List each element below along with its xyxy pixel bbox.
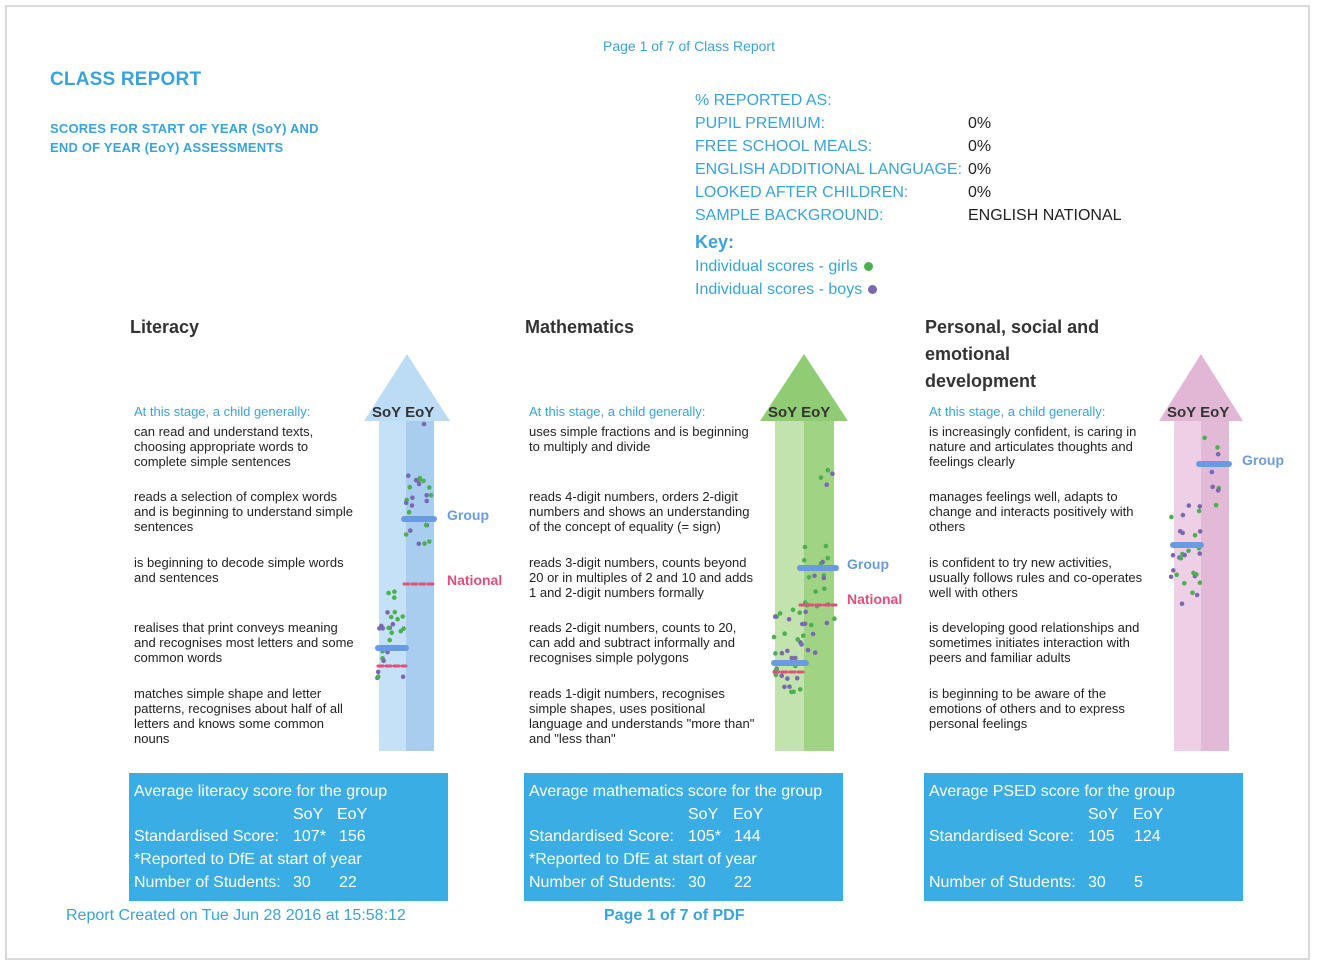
score-dot	[1181, 513, 1186, 518]
descriptor	[529, 620, 779, 665]
score-dot	[832, 616, 837, 621]
score-dot	[427, 539, 432, 544]
score-dot	[824, 544, 829, 549]
descriptor-line: nature and articulates thoughts and	[929, 439, 1133, 454]
descriptor-line: complete simple sentences	[134, 454, 291, 469]
score-dot	[822, 576, 827, 581]
descriptor	[929, 620, 1179, 665]
key-girls	[695, 258, 873, 276]
descriptor	[929, 555, 1179, 600]
reported-value: ENGLISH NATIONAL	[968, 207, 1122, 224]
descriptor-line: reads 1-digit numbers, recognises	[529, 686, 725, 701]
descriptor-line: is beginning to decode simple words	[134, 555, 344, 570]
descriptor-line: well with others	[929, 585, 1018, 600]
score-dot	[393, 610, 398, 615]
reported-label: PUPIL PREMIUM:	[695, 115, 826, 132]
score-dot	[803, 610, 808, 615]
score-dot	[424, 493, 429, 498]
descriptor-line: numbers and shows an understanding	[529, 504, 750, 519]
score-dot	[386, 626, 391, 631]
descriptor-line: patterns, recognises about half of all	[134, 701, 343, 716]
score-dot	[407, 510, 412, 515]
score-dot	[404, 532, 409, 537]
descriptor-line: and "less than"	[529, 731, 616, 746]
avg-soy-header: SoY	[293, 806, 324, 823]
eoy-column	[406, 421, 434, 751]
score-dot	[809, 623, 814, 628]
score-dot	[1190, 591, 1195, 596]
descriptor	[929, 489, 1179, 534]
descriptor-line: is confident to try new activities,	[929, 555, 1112, 570]
score-dot	[1174, 573, 1179, 578]
score-dot	[381, 658, 386, 663]
descriptor-line: can read and understand texts,	[134, 424, 314, 439]
key-boys	[695, 281, 877, 299]
avg-students-eoy: 22	[734, 874, 752, 891]
score-dot	[773, 651, 778, 656]
score-dot	[782, 685, 787, 690]
reported-as-panel	[695, 89, 1122, 227]
avg-score-soy: 105	[1088, 828, 1115, 845]
soy-column	[775, 421, 804, 751]
score-dot	[417, 482, 422, 487]
score-dot	[1202, 436, 1207, 441]
score-dot	[803, 622, 808, 627]
score-dot	[392, 589, 397, 594]
score-dot	[401, 674, 406, 679]
score-dot	[826, 468, 831, 473]
score-dot	[376, 674, 381, 679]
reported-value: 0%	[968, 115, 992, 132]
score-dot	[400, 614, 405, 619]
score-dot	[824, 482, 829, 487]
score-dot	[825, 621, 830, 626]
score-dot	[812, 574, 817, 579]
report-title: CLASS REPORT	[50, 69, 202, 90]
avg-score-eoy: 156	[339, 828, 366, 845]
score-dot	[389, 615, 394, 620]
score-dot	[379, 624, 384, 629]
score-dot	[1178, 529, 1183, 534]
avg-heading: Average literacy score for the group	[134, 783, 388, 800]
score-dot	[414, 478, 419, 483]
avg-score-eoy: 144	[734, 828, 761, 845]
mathematics-average-box	[524, 773, 843, 901]
score-dot	[1214, 503, 1219, 508]
descriptor-line: and recognises most letters and some	[134, 635, 354, 650]
score-dot	[830, 471, 835, 476]
score-dot	[1182, 553, 1187, 558]
section-title-mathematics: Mathematics	[525, 317, 635, 337]
descriptor-line: language and understands "more than"	[529, 716, 755, 731]
score-dot	[1198, 551, 1203, 556]
score-dot	[802, 558, 807, 563]
descriptor-line: recognises simple polygons	[529, 650, 689, 665]
score-dot	[795, 676, 800, 681]
descriptor-line: manages feelings well, adapts to	[929, 489, 1118, 504]
descriptor-line: others	[929, 519, 966, 534]
avg-eoy-header: EoY	[733, 806, 764, 823]
descriptor-line: change and interacts positively with	[929, 504, 1134, 519]
avg-students-label: Number of Students:	[529, 874, 676, 891]
eoy-column	[1201, 421, 1229, 751]
page-indicator-top: Page 1 of 7 of Class Report	[603, 38, 775, 54]
descriptor-line: common words	[134, 650, 223, 665]
descriptor	[134, 620, 384, 665]
score-dot	[772, 635, 777, 640]
descriptor-line: letters and knows some common	[134, 716, 325, 731]
descriptor-line: uses simple fractions and is beginning	[529, 424, 749, 439]
score-dot	[1198, 504, 1203, 509]
descriptor-line: personal feelings	[929, 716, 1028, 731]
national-label: National	[447, 572, 503, 588]
score-dot	[1186, 549, 1191, 554]
page-indicator-bottom: Page 1 of 7 of PDF	[604, 907, 745, 924]
avg-students-label: Number of Students:	[929, 874, 1076, 891]
score-dot	[790, 656, 795, 661]
descriptor	[529, 424, 779, 454]
descriptor-line: reads a selection of complex words	[134, 489, 338, 504]
score-dot	[820, 560, 825, 565]
score-dot	[391, 622, 396, 627]
score-dot	[780, 651, 785, 656]
descriptor	[529, 489, 779, 534]
descriptor-line: can add and subtract informally and	[529, 635, 735, 650]
score-dot	[1195, 593, 1200, 598]
avg-soy-header: SoY	[1088, 806, 1119, 823]
score-dot	[422, 541, 427, 546]
subtitle-line-1: SCORES FOR START OF YEAR (SoY) AND	[50, 121, 319, 136]
report-subtitle	[50, 119, 319, 157]
score-dot	[421, 479, 426, 484]
score-dot	[785, 649, 790, 654]
score-dot	[1182, 581, 1187, 586]
key-boys-label: Individual scores - boys	[695, 281, 863, 298]
score-dot	[791, 690, 796, 695]
reported-value: 0%	[968, 161, 992, 178]
descriptor	[134, 489, 384, 534]
descriptor-line: reads 2-digit numbers, counts to 20,	[529, 620, 737, 635]
score-dot	[822, 586, 827, 591]
score-dot	[799, 642, 804, 647]
score-dot	[803, 545, 808, 550]
avg-note: *Reported to DfE at start of year	[529, 851, 757, 868]
psed-average-box	[924, 773, 1243, 901]
descriptor-line: reads 4-digit numbers, orders 2-digit	[529, 489, 738, 504]
score-dot	[424, 499, 429, 504]
score-dot	[785, 676, 790, 681]
descriptor	[929, 424, 1179, 469]
avg-score-soy: 105*	[688, 828, 721, 845]
descriptor-line: usually follows rules and co-operates	[929, 570, 1143, 585]
key-title: Key:	[695, 232, 735, 252]
reported-value: 0%	[968, 138, 992, 155]
score-dot	[424, 523, 429, 528]
score-dot	[801, 633, 806, 638]
score-dot	[376, 670, 381, 675]
descriptor-line: matches simple shape and letter	[134, 686, 322, 701]
reported-heading: % REPORTED AS:	[695, 92, 832, 109]
score-dot	[806, 648, 811, 653]
score-dot	[1210, 470, 1215, 475]
avg-soy-header: SoY	[688, 806, 719, 823]
descriptor	[134, 555, 379, 585]
descriptor-line: is increasingly confident, is caring in	[929, 424, 1137, 439]
group-label: Group	[847, 556, 889, 572]
score-dot	[410, 495, 415, 500]
reported-label: LOOKED AFTER CHILDREN:	[695, 184, 909, 201]
score-dot	[392, 595, 397, 600]
avg-score-label: Standardised Score:	[529, 828, 674, 845]
avg-students-label: Number of Students:	[134, 874, 281, 891]
score-dot	[385, 610, 390, 615]
score-dot	[795, 637, 800, 642]
score-dot	[811, 632, 816, 637]
score-dot	[404, 501, 409, 506]
descriptor	[134, 424, 379, 469]
column-labels: SoY EoY	[768, 404, 831, 421]
score-dot	[417, 542, 422, 547]
descriptor-line: and is beginning to understand simple	[134, 504, 353, 519]
column-labels: SoY EoY	[1167, 404, 1230, 421]
subtitle-line-2: END OF YEAR (EoY) ASSESSMENTS	[50, 140, 284, 155]
score-dot	[1169, 515, 1174, 520]
avg-score-label: Standardised Score:	[134, 828, 279, 845]
avg-score-label: Standardised Score:	[929, 828, 1074, 845]
descriptor-line: is developing good relationships and	[929, 620, 1140, 635]
score-dot	[1197, 509, 1202, 514]
score-dot	[813, 589, 818, 594]
descriptor	[929, 686, 1179, 731]
score-dot	[1194, 572, 1199, 577]
avg-score-soy: 107*	[293, 828, 326, 845]
descriptor	[529, 555, 779, 600]
descriptor-line: and sentences	[134, 570, 219, 585]
score-dot	[395, 617, 400, 622]
avg-score-eoy: 124	[1134, 828, 1161, 845]
score-dot	[813, 650, 818, 655]
descriptor-line: 20 or in multiples of 2 and 10 and adds	[529, 570, 754, 585]
descriptor-line: simple shapes, uses positional	[529, 701, 706, 716]
avg-heading: Average mathematics score for the group	[529, 783, 823, 800]
score-dot	[399, 629, 404, 634]
score-dot	[386, 591, 391, 596]
score-dot	[429, 493, 434, 498]
score-dot	[422, 422, 427, 427]
section-title-psed	[925, 314, 1099, 395]
title-line: Personal, social and	[925, 317, 1100, 337]
score-dot	[427, 485, 432, 490]
descriptor	[529, 686, 779, 746]
descriptor-line: is beginning to be aware of the	[929, 686, 1107, 701]
score-dot	[1215, 445, 1220, 450]
score-dot	[798, 687, 803, 692]
descriptor-line: sentences	[134, 519, 194, 534]
avg-students-soy: 30	[1088, 874, 1106, 891]
descriptor-line: 1 and 2-digit numbers formally	[529, 585, 704, 600]
avg-students-soy: 30	[293, 874, 311, 891]
descriptor-line: emotions of others and to express	[929, 701, 1125, 716]
score-dot	[787, 684, 792, 689]
stage-intro: At this stage, a child generally:	[929, 404, 1106, 419]
score-dot	[807, 575, 812, 580]
avg-heading: Average PSED score for the group	[929, 783, 1176, 800]
column-labels: SoY EoY	[372, 404, 435, 421]
score-dot	[778, 611, 783, 616]
score-dot	[787, 617, 792, 622]
descriptor-line: to multiply and divide	[529, 439, 651, 454]
score-dot	[819, 475, 824, 480]
soy-column	[379, 421, 406, 751]
descriptor-line: of the concept of equality (= sign)	[529, 519, 721, 534]
green-dot-icon	[864, 262, 873, 271]
score-dot	[1171, 568, 1176, 573]
score-dot	[1179, 556, 1184, 561]
group-label: Group	[1242, 452, 1284, 468]
avg-students-eoy: 22	[339, 874, 357, 891]
avg-students-eoy: 5	[1134, 874, 1143, 891]
score-dot	[389, 630, 394, 635]
avg-students-soy: 30	[688, 874, 706, 891]
score-dot	[1216, 488, 1221, 493]
avg-eoy-header: EoY	[1133, 806, 1164, 823]
score-dot	[1171, 553, 1176, 558]
score-dot	[1180, 602, 1185, 607]
key-girls-label: Individual scores - girls	[695, 258, 858, 275]
descriptor-line: nouns	[134, 731, 170, 746]
score-dot	[408, 485, 413, 490]
purple-dot-icon	[868, 285, 877, 294]
descriptor-line: choosing appropriate words to	[134, 439, 309, 454]
descriptor-line: reads 3-digit numbers, counts beyond	[529, 555, 747, 570]
reported-label: ENGLISH ADDITIONAL LANGUAGE:	[695, 161, 963, 178]
reported-label: FREE SCHOOL MEALS:	[695, 138, 873, 155]
avg-note: *Reported to DfE at start of year	[134, 851, 362, 868]
score-dot	[782, 631, 787, 636]
stage-intro: At this stage, a child generally:	[529, 404, 706, 419]
score-dot	[408, 528, 413, 533]
national-label: National	[847, 591, 903, 607]
score-dot	[773, 614, 778, 619]
soy-column	[1174, 421, 1201, 751]
group-label: Group	[447, 507, 489, 523]
reported-value: 0%	[968, 184, 992, 201]
descriptor	[134, 686, 379, 746]
reported-label: SAMPLE BACKGROUND:	[695, 207, 884, 224]
literacy-average-box	[129, 773, 448, 901]
score-dot	[1210, 485, 1215, 490]
score-dot	[779, 674, 784, 679]
title-line: emotional	[925, 344, 1011, 364]
score-dot	[791, 608, 796, 613]
descriptor-line: peers and familiar adults	[929, 650, 1071, 665]
descriptor-line: realises that print conveys meaning	[134, 620, 338, 635]
title-line: development	[925, 371, 1037, 391]
score-dot	[1198, 580, 1203, 585]
section-title-literacy: Literacy	[130, 317, 200, 337]
score-dot	[387, 638, 392, 643]
descriptor-line: feelings clearly	[929, 454, 1015, 469]
score-dot	[1193, 533, 1198, 538]
avg-eoy-header: EoY	[337, 806, 368, 823]
score-dot	[1187, 503, 1192, 508]
score-dot	[797, 610, 802, 615]
score-dot	[406, 473, 411, 478]
descriptor-line: sometimes initiates interaction with	[929, 635, 1130, 650]
stage-intro: At this stage, a child generally:	[134, 404, 311, 419]
report-created: Report Created on Tue Jun 28 2016 at 15:58:12	[66, 907, 406, 924]
score-dot	[1198, 529, 1203, 534]
score-dot	[410, 503, 415, 508]
score-dot	[826, 556, 831, 561]
score-dot	[1169, 575, 1174, 580]
score-dot	[1216, 452, 1221, 457]
